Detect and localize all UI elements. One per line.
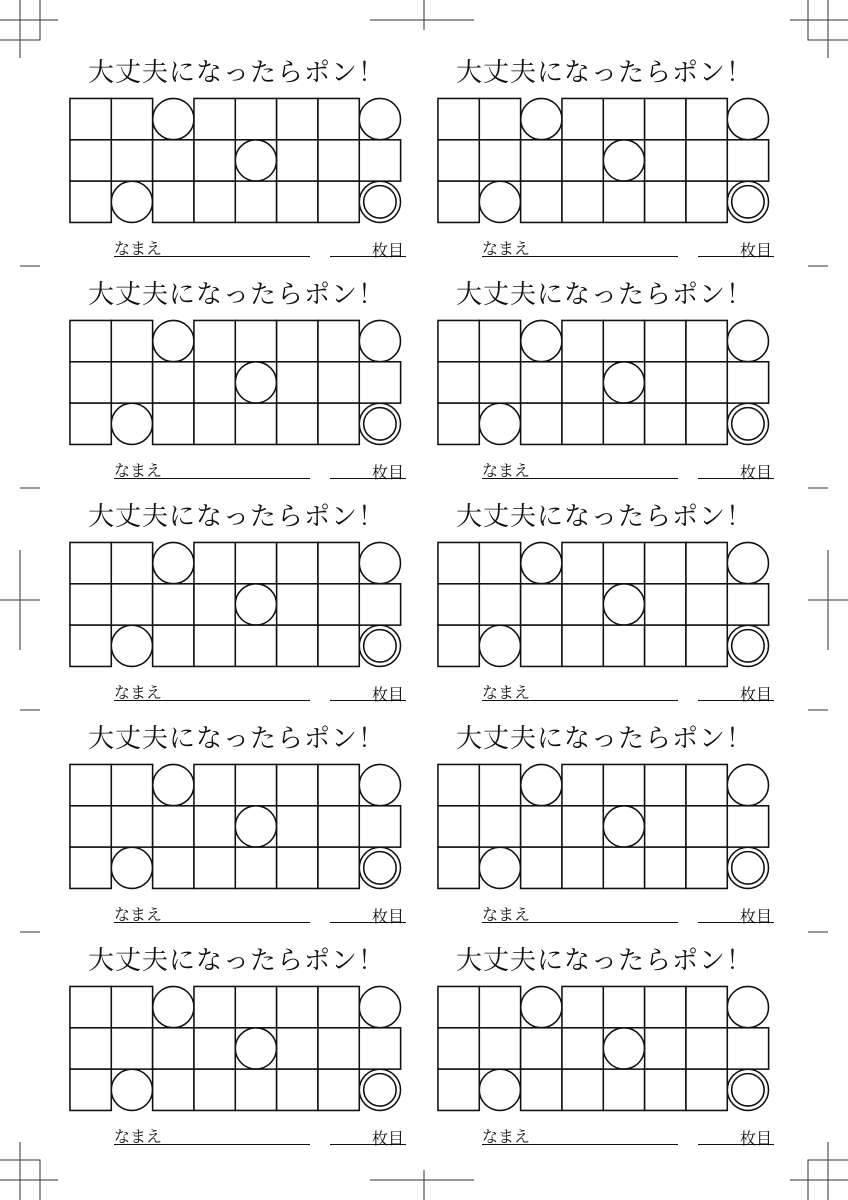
stamp-cell[interactable] [562,1069,603,1110]
stamp-circle [111,847,152,888]
stamp-cell[interactable] [479,584,520,625]
stamp-grid [68,96,410,226]
card-title: 大丈夫になったらポン！ [456,724,754,754]
stamp-cell[interactable] [479,98,520,139]
stamp-cell[interactable] [438,806,479,847]
stamp-cell[interactable] [235,98,276,139]
sheet-number-label: 枚目 [372,685,405,704]
stamp-circle [153,986,194,1027]
goal-stamp-circle [727,847,768,888]
stamp-cell[interactable] [235,625,276,666]
sheet-number-label: 枚目 [740,685,773,704]
stamp-cell[interactable] [645,1028,686,1069]
stamp-cell[interactable] [686,181,727,222]
stamp-cell[interactable] [686,98,727,139]
stamp-circle [727,986,768,1027]
stamp-cell[interactable] [111,362,152,403]
stamp-circle [359,320,400,361]
stamp-cell[interactable] [479,1028,520,1069]
stamp-grid [68,318,410,448]
stamp-cell[interactable] [194,847,235,888]
stamp-cell[interactable] [521,1028,562,1069]
stamp-cell[interactable] [438,1028,479,1069]
stamp-card [436,222,796,482]
stamp-cell[interactable] [359,140,400,181]
goal-stamp-circle [727,403,768,444]
name-label: なまえ [114,905,163,924]
stamp-circle [359,542,400,583]
stamp-cell[interactable] [521,181,562,222]
stamp-circle [603,806,644,847]
stamp-cell[interactable] [359,1028,400,1069]
name-label: なまえ [482,461,531,480]
stamp-grid [436,762,778,892]
stamp-circle [111,403,152,444]
stamp-cell[interactable] [70,362,111,403]
stamp-circle [153,542,194,583]
stamp-cell[interactable] [562,1028,603,1069]
sheet-number-label: 枚目 [740,241,773,260]
stamp-cell[interactable] [562,584,603,625]
stamp-cell[interactable] [318,362,359,403]
stamp-cell[interactable] [438,542,479,583]
stamp-cell[interactable] [686,362,727,403]
stamp-cell[interactable] [479,806,520,847]
stamp-cell[interactable] [111,986,152,1027]
name-label: なまえ [114,461,163,480]
stamp-cell[interactable] [479,542,520,583]
stamp-cell[interactable] [194,140,235,181]
stamp-cell[interactable] [318,847,359,888]
stamp-cell[interactable] [479,362,520,403]
stamp-circle [727,542,768,583]
stamp-cell[interactable] [686,764,727,805]
stamp-cell[interactable] [70,542,111,583]
stamp-card [436,888,796,1148]
stamp-cell[interactable] [686,625,727,666]
goal-stamp-circle [359,1069,400,1110]
stamp-circle [603,584,644,625]
stamp-cell[interactable] [277,847,318,888]
stamp-cell[interactable] [645,764,686,805]
stamp-cell[interactable] [438,181,479,222]
stamp-cell[interactable] [438,403,479,444]
stamp-cell[interactable] [70,764,111,805]
name-label: なまえ [482,905,531,924]
stamp-cell[interactable] [277,320,318,361]
stamp-cell[interactable] [194,986,235,1027]
stamp-cell[interactable] [562,403,603,444]
sheet-number-label: 枚目 [740,1129,773,1148]
stamp-cell[interactable] [153,403,194,444]
stamp-cell[interactable] [438,362,479,403]
card-title: 大丈夫になったらポン！ [88,58,386,88]
stamp-card [436,0,796,260]
stamp-circle [235,140,276,181]
stamp-cell[interactable] [603,625,644,666]
stamp-card [436,444,796,704]
stamp-cell[interactable] [70,584,111,625]
card-title: 大丈夫になったらポン！ [88,280,386,310]
stamp-cell[interactable] [111,140,152,181]
sheet-number-label: 枚目 [740,907,773,926]
sheet-number-label: 枚目 [372,1129,405,1148]
stamp-cell[interactable] [318,98,359,139]
stamp-cell[interactable] [438,625,479,666]
stamp-cell[interactable] [153,806,194,847]
stamp-cell[interactable] [727,1028,768,1069]
stamp-cell[interactable] [70,1028,111,1069]
stamp-circle [153,320,194,361]
stamp-cell[interactable] [686,403,727,444]
stamp-circle [153,98,194,139]
stamp-cell[interactable] [235,986,276,1027]
stamp-cell[interactable] [153,362,194,403]
stamp-cell[interactable] [645,140,686,181]
stamp-cell[interactable] [438,140,479,181]
stamp-cell[interactable] [277,1069,318,1110]
stamp-cell[interactable] [562,98,603,139]
stamp-cell[interactable] [562,847,603,888]
stamp-cell[interactable] [438,986,479,1027]
stamp-cell[interactable] [70,625,111,666]
stamp-cell[interactable] [521,584,562,625]
sheet-number-label: 枚目 [740,463,773,482]
stamp-circle [479,1069,520,1110]
stamp-cell[interactable] [111,98,152,139]
stamp-cell[interactable] [277,806,318,847]
card-title: 大丈夫になったらポン！ [88,724,386,754]
stamp-cell[interactable] [603,98,644,139]
stamp-circle [727,764,768,805]
stamp-cell[interactable] [277,584,318,625]
stamp-cell[interactable] [562,806,603,847]
goal-stamp-circle [359,625,400,666]
name-field[interactable] [114,1144,310,1145]
stamp-cell[interactable] [277,764,318,805]
goal-stamp-circle [727,625,768,666]
card-title: 大丈夫になったらポン！ [456,58,754,88]
stamp-cell[interactable] [603,320,644,361]
stamp-cell[interactable] [318,1028,359,1069]
stamp-card [68,0,428,260]
stamp-cell[interactable] [562,362,603,403]
stamp-card [436,666,796,926]
stamp-cell[interactable] [727,806,768,847]
stamp-cell[interactable] [277,403,318,444]
stamp-circle [153,764,194,805]
stamp-cell[interactable] [645,98,686,139]
stamp-cell[interactable] [562,181,603,222]
stamp-circle [235,584,276,625]
stamp-cell[interactable] [686,320,727,361]
stamp-cell[interactable] [235,403,276,444]
stamp-cell[interactable] [194,625,235,666]
stamp-cell[interactable] [686,847,727,888]
stamp-cell[interactable] [194,542,235,583]
stamp-cell[interactable] [153,181,194,222]
stamp-cell[interactable] [479,140,520,181]
stamp-grid [68,540,410,670]
stamp-cell[interactable] [318,403,359,444]
stamp-circle [603,140,644,181]
stamp-circle [521,98,562,139]
stamp-grid [436,318,778,448]
stamp-cell[interactable] [318,986,359,1027]
stamp-cell[interactable] [686,1028,727,1069]
stamp-cell[interactable] [194,1069,235,1110]
stamp-cell[interactable] [603,847,644,888]
stamp-cell[interactable] [359,362,400,403]
stamp-card [68,888,428,1148]
stamp-cell[interactable] [438,847,479,888]
stamp-cell[interactable] [521,140,562,181]
stamp-cell[interactable] [318,625,359,666]
stamp-cell[interactable] [111,764,152,805]
stamp-cell[interactable] [318,806,359,847]
stamp-cell[interactable] [686,806,727,847]
stamp-cell[interactable] [438,320,479,361]
stamp-cell[interactable] [562,140,603,181]
name-label: なまえ [482,683,531,702]
stamp-cell[interactable] [686,584,727,625]
stamp-cell[interactable] [521,362,562,403]
stamp-cell[interactable] [194,98,235,139]
stamp-cell[interactable] [562,320,603,361]
goal-stamp-circle [359,403,400,444]
stamp-cell[interactable] [645,403,686,444]
stamp-cell[interactable] [194,181,235,222]
stamp-circle [603,362,644,403]
stamp-cell[interactable] [277,181,318,222]
stamp-cell[interactable] [153,584,194,625]
goal-stamp-circle [359,847,400,888]
stamp-cell[interactable] [111,806,152,847]
stamp-cell[interactable] [521,806,562,847]
name-label: なまえ [114,1127,163,1146]
stamp-circle [111,625,152,666]
stamp-cell[interactable] [318,764,359,805]
stamp-cell[interactable] [70,98,111,139]
stamp-cell[interactable] [521,1069,562,1110]
stamp-cell[interactable] [521,847,562,888]
stamp-circle [111,1069,152,1110]
stamp-cell[interactable] [645,584,686,625]
stamp-circle [521,542,562,583]
stamp-circle [235,1028,276,1069]
card-title: 大丈夫になったらポン！ [88,502,386,532]
stamp-cell[interactable] [686,1069,727,1110]
stamp-cell[interactable] [438,1069,479,1110]
stamp-cell[interactable] [70,181,111,222]
stamp-circle [479,181,520,222]
stamp-cell[interactable] [194,806,235,847]
stamp-circle [727,98,768,139]
stamp-cell[interactable] [153,847,194,888]
stamp-cell[interactable] [277,98,318,139]
goal-stamp-circle [727,1069,768,1110]
stamp-cell[interactable] [235,764,276,805]
stamp-cell[interactable] [727,362,768,403]
stamp-cell[interactable] [235,847,276,888]
stamp-cell[interactable] [194,403,235,444]
card-title: 大丈夫になったらポン！ [456,946,754,976]
stamp-cell[interactable] [70,320,111,361]
stamp-cell[interactable] [727,584,768,625]
name-label: なまえ [482,239,531,258]
name-field[interactable] [482,1144,678,1145]
stamp-cell[interactable] [603,403,644,444]
stamp-cell[interactable] [645,847,686,888]
stamp-card [68,666,428,926]
stamp-circle [521,320,562,361]
card-title: 大丈夫になったらポン！ [88,946,386,976]
name-label: なまえ [114,239,163,258]
stamp-circle [235,362,276,403]
stamp-circle [521,764,562,805]
stamp-cell[interactable] [359,806,400,847]
stamp-cell[interactable] [277,625,318,666]
stamp-cell[interactable] [479,764,520,805]
stamp-cell[interactable] [562,542,603,583]
stamp-circle [727,320,768,361]
name-label: なまえ [114,683,163,702]
stamp-circle [479,847,520,888]
stamp-cell[interactable] [70,140,111,181]
stamp-card [68,222,428,482]
stamp-cell[interactable] [235,181,276,222]
stamp-cell[interactable] [235,320,276,361]
stamp-cell[interactable] [318,584,359,625]
stamp-cell[interactable] [153,1028,194,1069]
stamp-grid [436,984,778,1114]
goal-stamp-circle [359,181,400,222]
stamp-cell[interactable] [111,1028,152,1069]
stamp-cell[interactable] [277,1028,318,1069]
stamp-circle [111,181,152,222]
stamp-cell[interactable] [645,1069,686,1110]
stamp-cell[interactable] [727,140,768,181]
stamp-circle [479,403,520,444]
stamp-cell[interactable] [603,1069,644,1110]
stamp-cell[interactable] [194,584,235,625]
stamp-cell[interactable] [438,584,479,625]
stamp-cell[interactable] [153,1069,194,1110]
stamp-grid [68,762,410,892]
stamp-cell[interactable] [318,140,359,181]
stamp-cell[interactable] [645,542,686,583]
card-title: 大丈夫になったらポン！ [456,280,754,310]
stamp-circle [235,806,276,847]
stamp-cell[interactable] [359,584,400,625]
stamp-grid [436,540,778,670]
stamp-cell[interactable] [521,625,562,666]
stamp-cell[interactable] [70,806,111,847]
stamp-circle [479,625,520,666]
stamp-cell[interactable] [645,625,686,666]
name-label: なまえ [482,1127,531,1146]
stamp-cell[interactable] [111,584,152,625]
stamp-cell[interactable] [562,764,603,805]
stamp-cell[interactable] [194,764,235,805]
stamp-cell[interactable] [603,181,644,222]
stamp-cell[interactable] [562,625,603,666]
stamp-grid [436,96,778,226]
stamp-cell[interactable] [111,542,152,583]
stamp-cell[interactable] [277,542,318,583]
stamp-cell[interactable] [686,140,727,181]
stamp-cell[interactable] [277,140,318,181]
stamp-cell[interactable] [153,625,194,666]
stamp-cell[interactable] [318,542,359,583]
stamp-circle [521,986,562,1027]
stamp-circle [359,986,400,1027]
stamp-cell[interactable] [235,1069,276,1110]
stamp-card [68,444,428,704]
stamp-circle [359,764,400,805]
stamp-cell[interactable] [603,764,644,805]
sheet-number-label: 枚目 [372,241,405,260]
stamp-grid [68,984,410,1114]
stamp-cell[interactable] [318,1069,359,1110]
stamp-cell[interactable] [70,1069,111,1110]
goal-stamp-circle [727,181,768,222]
stamp-cell[interactable] [645,320,686,361]
stamp-cell[interactable] [603,542,644,583]
sheet-number-label: 枚目 [372,907,405,926]
stamp-cell[interactable] [645,362,686,403]
stamp-cell[interactable] [70,986,111,1027]
stamp-circle [603,1028,644,1069]
stamp-cell[interactable] [438,98,479,139]
stamp-cell[interactable] [194,320,235,361]
stamp-cell[interactable] [479,986,520,1027]
stamp-cell[interactable] [277,986,318,1027]
stamp-cell[interactable] [438,764,479,805]
stamp-cell[interactable] [603,986,644,1027]
stamp-cell[interactable] [686,986,727,1027]
stamp-cell[interactable] [277,362,318,403]
stamp-circle [359,98,400,139]
stamp-cell[interactable] [318,320,359,361]
stamp-cell[interactable] [194,362,235,403]
stamp-cell[interactable] [562,986,603,1027]
card-title: 大丈夫になったらポン！ [456,502,754,532]
stamp-cell[interactable] [686,542,727,583]
stamp-cell[interactable] [70,403,111,444]
stamp-cell[interactable] [318,181,359,222]
sheet-number-label: 枚目 [372,463,405,482]
stamp-cell[interactable] [645,806,686,847]
stamp-cell[interactable] [153,140,194,181]
stamp-cell[interactable] [111,320,152,361]
stamp-cell[interactable] [70,847,111,888]
stamp-cell[interactable] [645,181,686,222]
stamp-cell[interactable] [235,542,276,583]
stamp-cell[interactable] [521,403,562,444]
stamp-cell[interactable] [194,1028,235,1069]
stamp-cell[interactable] [479,320,520,361]
stamp-cell[interactable] [645,986,686,1027]
